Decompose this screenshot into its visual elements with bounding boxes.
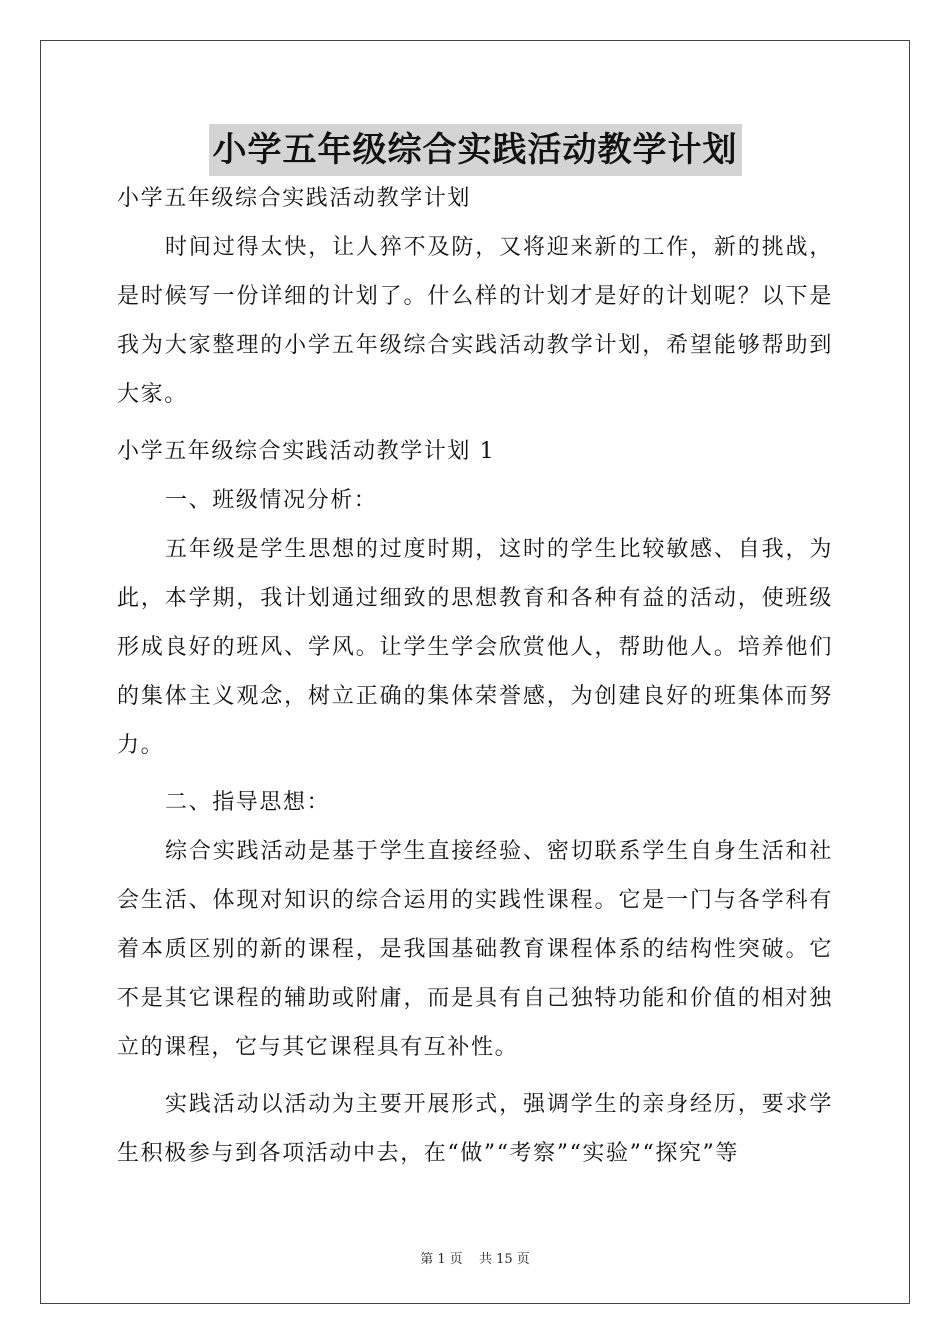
paragraph-practice-activities: 实践活动以活动为主要开展形式，强调学生的亲身经历，要求学生积极参与到各项活动中去，在“做”“考察”“实验”“探究”等 xyxy=(117,1092,833,1166)
paragraph-guiding-thought: 综合实践活动是基于学生直接经验、密切联系学生自身生活和社会生活、体现对知识的综合运用的实践性课程。它是一门与各学科有着本质区别的新的课程，是我国基础教育课程体系的结构性突破。它不是其它课程的辅助或附庸，而是具有自己独特功能和价值的相对独立的课程，它与其它课程具有互补性。 xyxy=(117,839,833,1060)
document-body xyxy=(117,174,833,1178)
document-title: 小学五年级综合实践活动教学计划 xyxy=(209,124,742,176)
paragraph-class-analysis: 五年级是学生思想的过度时期，这时的学生比较敏感、自我，为此，本学期，我计划通过细致的思想教育和各种有益的活动，使班级形成良好的班风、学风。让学生学会欣赏他人，帮助他人。培养他们的集体主义观念，树立正确的集体荣誉感，为创建良好的班集体而努力。 xyxy=(117,537,833,758)
paragraph-section-heading: 小学五年级综合实践活动教学计划 1 xyxy=(117,439,496,464)
paragraph-heading-class-analysis: 一、班级情况分析： xyxy=(165,488,378,513)
page-total: 共 15 页 xyxy=(478,1252,530,1267)
title-container xyxy=(0,124,950,176)
paragraph-heading-guiding-thought: 二、指导思想： xyxy=(165,790,331,815)
page-number: 第 1 页 xyxy=(420,1252,463,1267)
paragraph-subtitle: 小学五年级综合实践活动教学计划 xyxy=(117,186,472,211)
page-footer xyxy=(0,1248,950,1267)
paragraph-intro: 时间过得太快，让人猝不及防，又将迎来新的工作，新的挑战，是时候写一份详细的计划了。什么样的计划才是好的计划呢？以下是我为大家整理的小学五年级综合实践活动教学计划，希望能够帮助到大家。 xyxy=(117,235,833,407)
